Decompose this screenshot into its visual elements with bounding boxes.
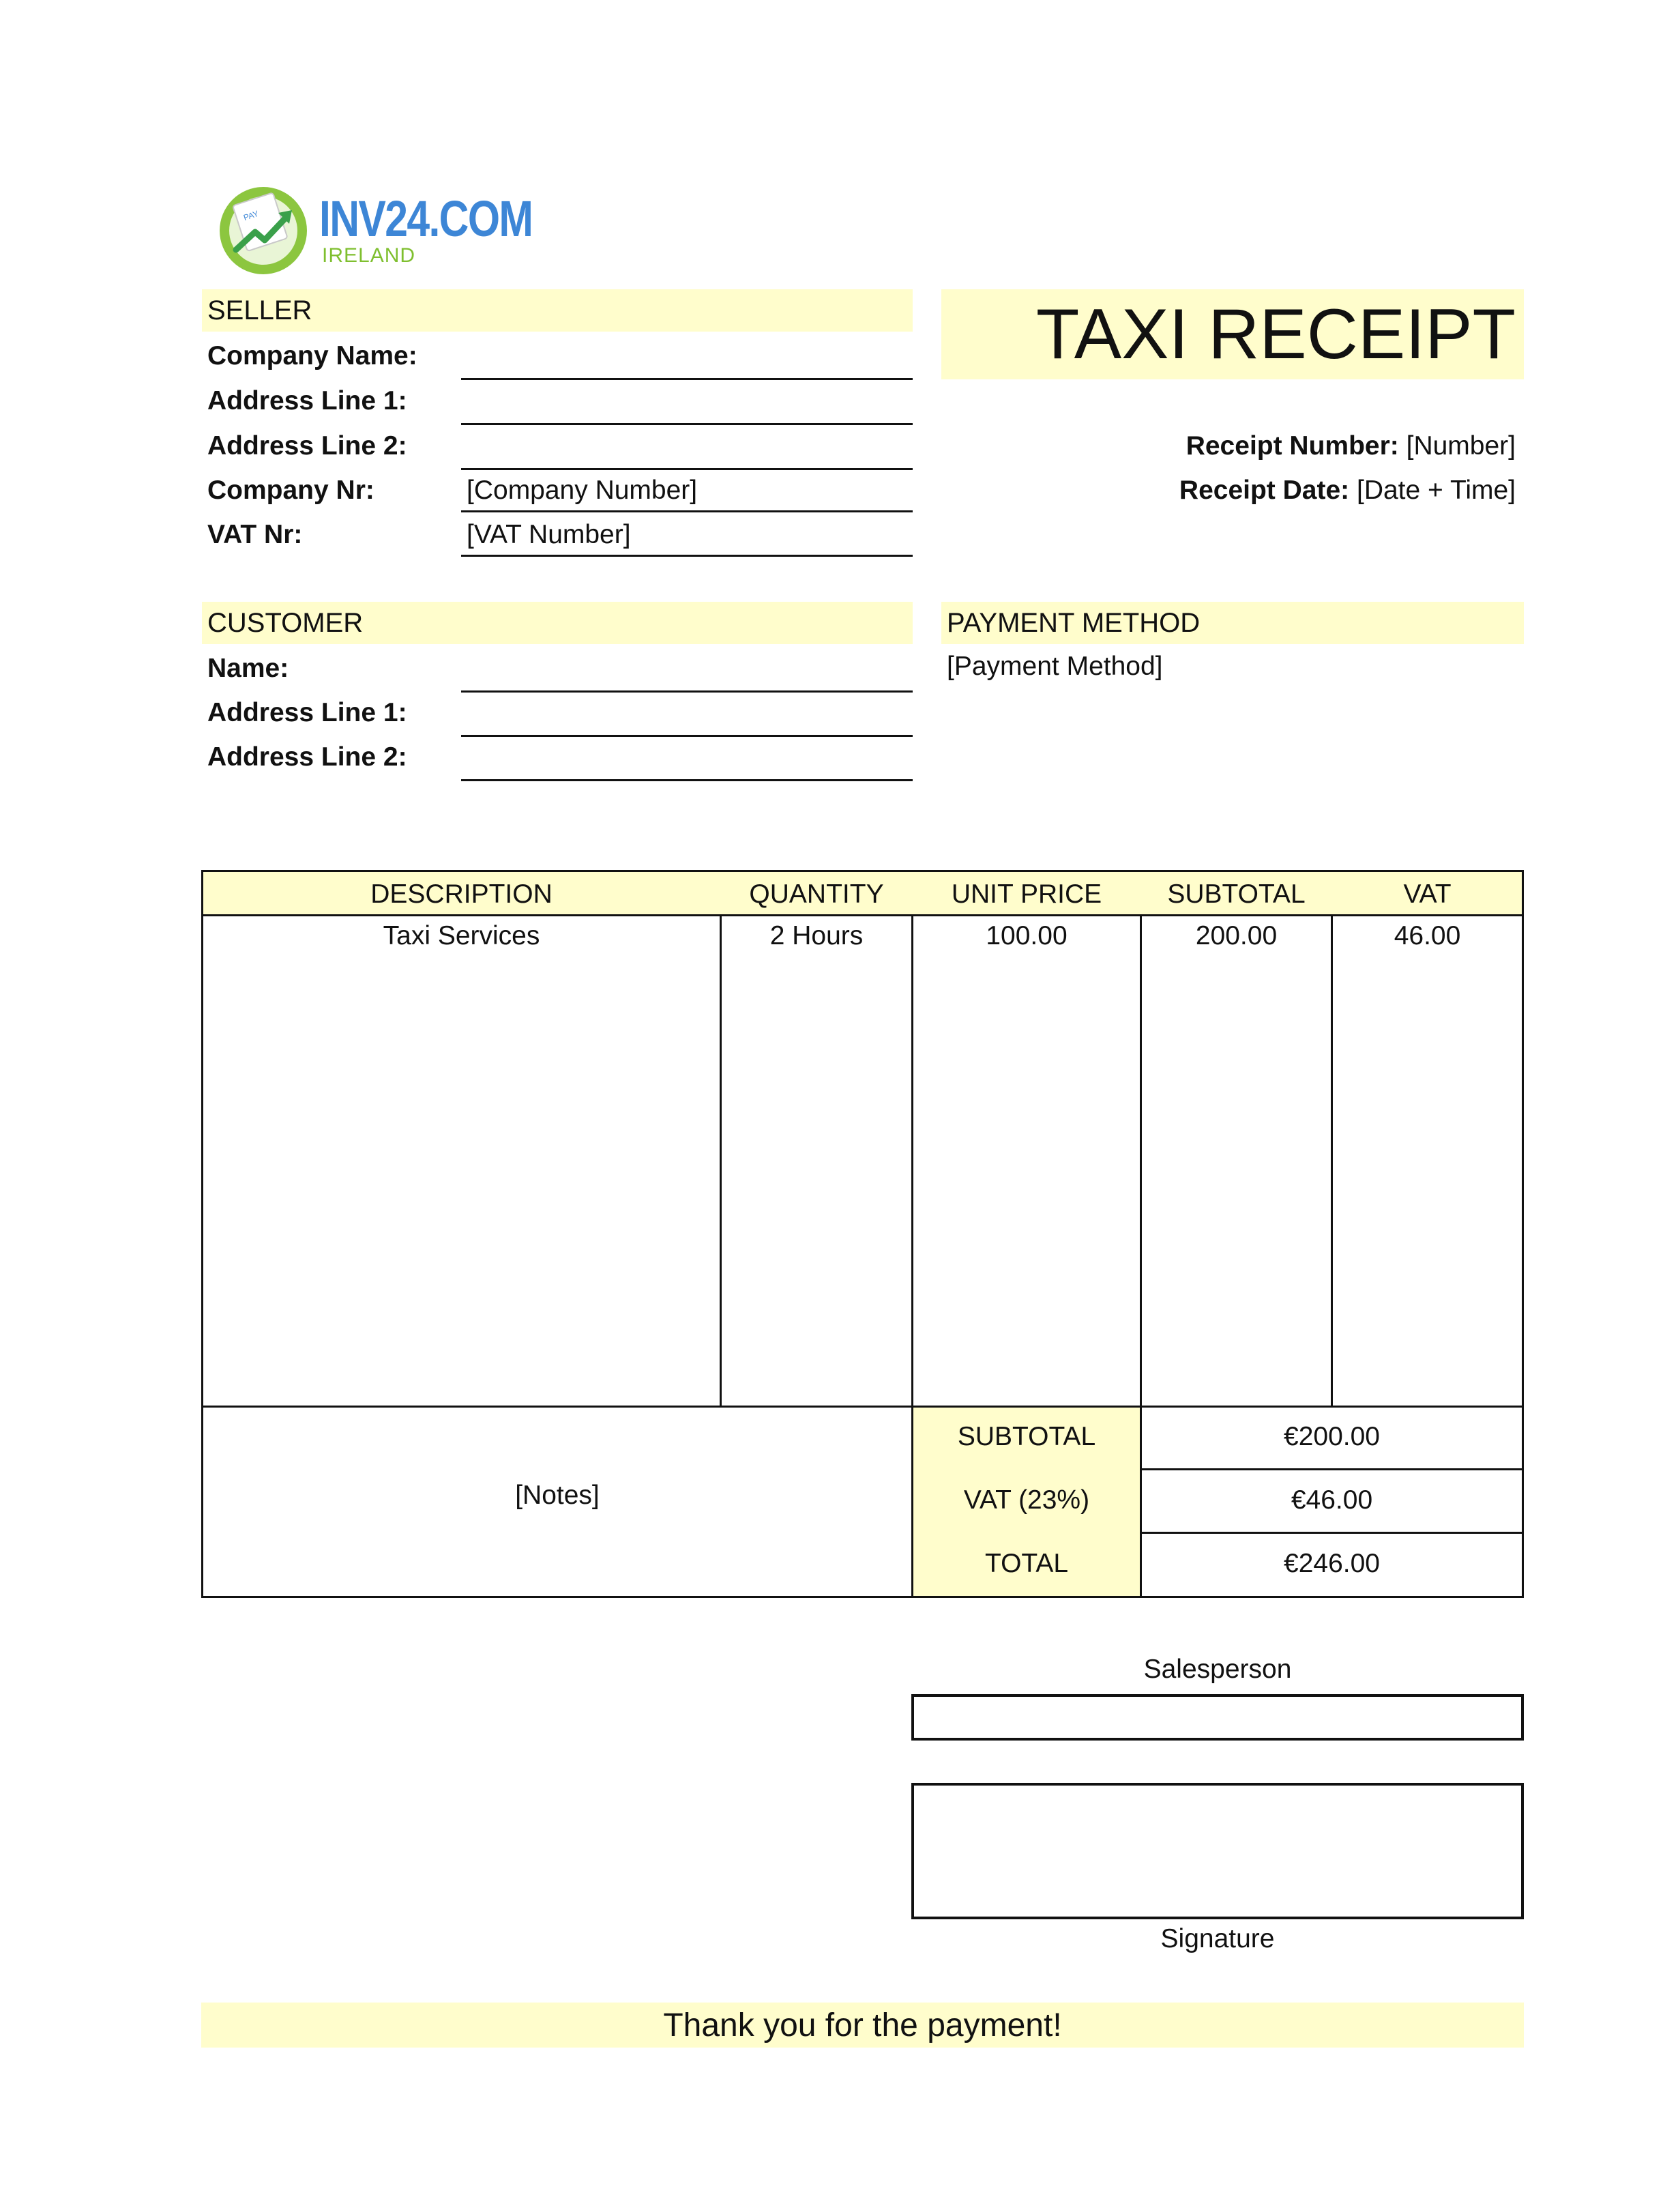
item-quantity: 2 Hours: [769, 921, 864, 950]
seller-address-1-label: Address Line 1:: [207, 386, 407, 416]
customer-name-field[interactable]: [461, 654, 913, 693]
col-header-subtotal: SUBTOTAL: [1167, 879, 1306, 909]
seller-address-2-field[interactable]: [461, 431, 913, 470]
logo-ticket-text: PAY: [242, 208, 260, 223]
seller-company-nr-label: Company Nr:: [207, 476, 374, 505]
item-subtotal: 200.00: [1195, 921, 1278, 950]
receipt-date-label: Receipt Date:: [1179, 476, 1350, 505]
totals-divider-1: [1140, 1468, 1524, 1470]
customer-address-2-field[interactable]: [461, 742, 913, 781]
seller-address-1-field[interactable]: [461, 386, 913, 425]
seller-vat-nr-label: VAT Nr:: [207, 520, 303, 549]
seller-company-nr-field[interactable]: [Company Number]: [461, 476, 913, 512]
totals-divider-2: [1140, 1532, 1524, 1534]
signature-label: Signature: [1160, 1924, 1275, 1953]
item-vat: 46.00: [1394, 921, 1461, 950]
logo-emblem-icon: [216, 181, 311, 277]
col-header-quantity: QUANTITY: [749, 879, 884, 909]
customer-section-title: CUSTOMER: [202, 602, 913, 644]
col-divider-4: [1331, 914, 1333, 1407]
logo: [216, 176, 533, 278]
item-description: Taxi Services: [383, 921, 540, 950]
total-value: €246.00: [1284, 1549, 1380, 1578]
total-label: TOTAL: [984, 1549, 1069, 1578]
customer-address-2-label: Address Line 2:: [207, 742, 407, 772]
col-header-unit-price: UNIT PRICE: [951, 879, 1102, 909]
salesperson-field[interactable]: [911, 1694, 1524, 1741]
seller-company-name-label: Company Name:: [207, 341, 417, 370]
payment-section-title: PAYMENT METHOD: [941, 602, 1524, 644]
col-header-vat: VAT: [1403, 879, 1452, 909]
customer-address-1-field[interactable]: [461, 698, 913, 737]
customer-name-label: Name:: [207, 654, 289, 683]
seller-company-name-field[interactable]: [461, 341, 913, 380]
subtotal-label: SUBTOTAL: [957, 1422, 1096, 1451]
receipt-number-label: Receipt Number:: [1186, 431, 1399, 461]
items-bottom-divider: [201, 1406, 1524, 1408]
seller-section-title: SELLER: [202, 289, 913, 332]
document-title: TAXI RECEIPT: [1035, 295, 1516, 374]
logo-subtitle: IRELAND: [322, 244, 416, 267]
signature-box[interactable]: [911, 1783, 1524, 1919]
payment-method-value[interactable]: [Payment Method]: [947, 652, 1163, 681]
customer-address-1-label: Address Line 1:: [207, 698, 407, 727]
receipt-number-value: [Number]: [1406, 431, 1516, 461]
thank-you-message: Thank you for the payment!: [663, 2007, 1062, 2043]
col-divider-1: [720, 914, 722, 1407]
vat-value: €46.00: [1291, 1485, 1373, 1515]
receipt-number-line: [941, 431, 1516, 461]
col-header-description: DESCRIPTION: [370, 879, 553, 909]
receipt-date-line: [941, 476, 1516, 506]
seller-vat-nr-field[interactable]: [VAT Number]: [461, 520, 913, 557]
item-unit-price: 100.00: [986, 921, 1068, 950]
notes[interactable]: [Notes]: [515, 1481, 600, 1510]
subtotal-value: €200.00: [1284, 1422, 1380, 1451]
salesperson-label: Salesperson: [1143, 1655, 1292, 1684]
vat-label: VAT (23%): [963, 1485, 1090, 1515]
receipt-date-value: [Date + Time]: [1356, 476, 1516, 505]
seller-address-2-label: Address Line 2:: [207, 431, 407, 461]
logo-brand: INV24.COM: [319, 190, 533, 247]
